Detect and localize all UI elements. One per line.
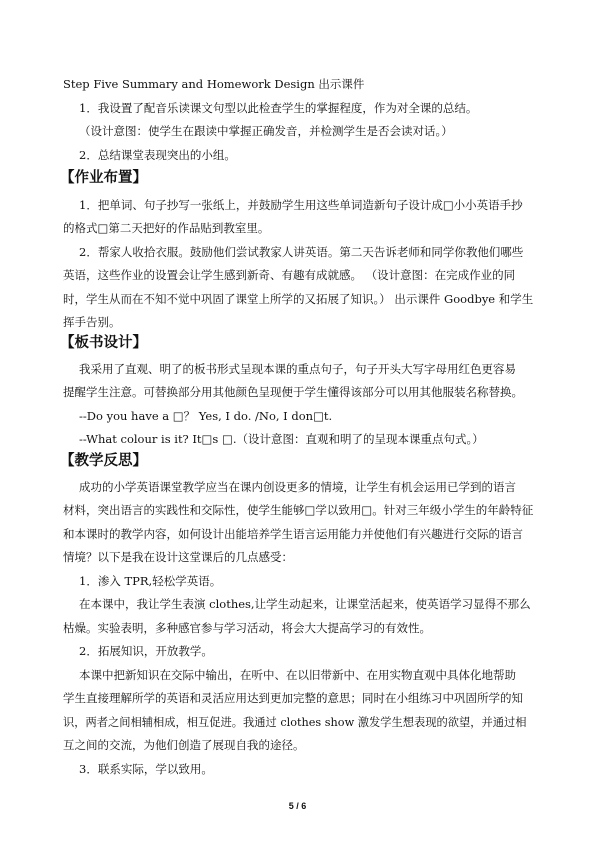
step-five-item-1: 1．我设置了配音乐读课文句型以此检查学生的掌握程度，作为对全课的总结。 — [79, 101, 478, 115]
board-design-sentence: --Do you have a □？ Yes, I do. /No, I don□t. — [79, 409, 333, 423]
reflection-point-1: 1．渗入 TPR,轻松学英语。 — [79, 574, 222, 588]
board-design-line: 提醒学生注意。可替换部分用其他颜色呈现便于学生懂得该部分可以用其他服装名称替换。 — [63, 385, 523, 399]
board-design-heading: 【板书设计】 — [60, 335, 147, 351]
step-five-title: Step Five Summary and Homework Design 出示课件 — [63, 77, 365, 91]
reflection-line: 和本课时的教学内容，如何设计出能培养学生语言运用能力并使他们有兴趣进行交际的语言 — [63, 527, 523, 541]
reflection-line: 学生直接理解所学的英语和灵活应用达到更加完整的意思；同时在小组练习中巩固所学的知 — [63, 691, 523, 705]
reflection-line: 识，两者之间相辅相成，相互促进。我通过 clothes show 激发学生想表现的欲望，并通过相 — [63, 716, 527, 729]
reflection-point-3: 3．联系实际，学以致用。 — [79, 762, 213, 776]
board-design-sentence: --What colour is it? It□s □.（设计意图：直观和明了的呈现本课重点句式。） — [79, 432, 484, 446]
reflection-line: 成功的小学英语课堂教学应当在课内创设更多的情境，让学生有机会运用已学到的语言 — [79, 480, 516, 494]
reflection-line: 本课中把新知识在交际中输出，在听中、在以旧带新中、在用实物直观中具体化地帮助 — [79, 668, 516, 682]
homework-line: 英语，这些作业的设置会让学生感到新奇、有趣有成就感。 （设计意图：在完成作业的同 — [63, 268, 516, 282]
reflection-line: 互之间的交流，为他们创造了展现自我的途径。 — [63, 738, 305, 752]
homework-heading: 【作业布置】 — [60, 170, 147, 186]
step-five-item-2: 2．总结课堂表现突出的小组。 — [79, 148, 236, 162]
homework-line: 2．帮家人收拾衣服。鼓励他们尝试教家人讲英语。第二天告诉老师和同学你教他们哪些 — [79, 245, 524, 259]
reflection-line: 情境？以下是我在设计这堂课后的几点感受： — [63, 550, 293, 564]
step-five-intent: （设计意图：使学生在跟读中掌握正确发音，并检测学生是否会读对话。） — [79, 124, 453, 138]
homework-line: 的格式□第二天把好的作品贴到教室里。 — [63, 221, 270, 235]
board-design-line: 我采用了直观、明了的板书形式呈现本课的重点句子，句子开头大写字母用红色更容易 — [79, 362, 516, 376]
reflection-point-2: 2．拓展知识，开放教学。 — [79, 644, 213, 658]
page-number: 5 / 6 — [288, 801, 307, 811]
homework-line: 时，学生从而在不知不觉中巩固了课堂上所学的又拓展了知识。） 出示课件 Goodbye 和学生 — [63, 292, 534, 306]
reflection-line: 在本课中，我让学生表演 clothes,让学生动起来，让课堂活起来，使英语学习显得不那么 — [79, 597, 531, 611]
reflection-line: 材料，突出语言的实践性和交际性，使学生能够□学以致用□。针对三年级小学生的年龄特征 — [63, 503, 534, 517]
homework-line: 挥手告别。 — [63, 315, 121, 329]
homework-line: 1．把单词、句子抄写一张纸上，并鼓励学生用这些单词造新句子设计成□小小英语手抄 — [79, 198, 523, 212]
reflection-line: 枯燥。实验表明，多种感官参与学习活动，将会大大提高学习的有效性。 — [63, 621, 431, 635]
reflection-heading: 【教学反思】 — [60, 453, 147, 469]
